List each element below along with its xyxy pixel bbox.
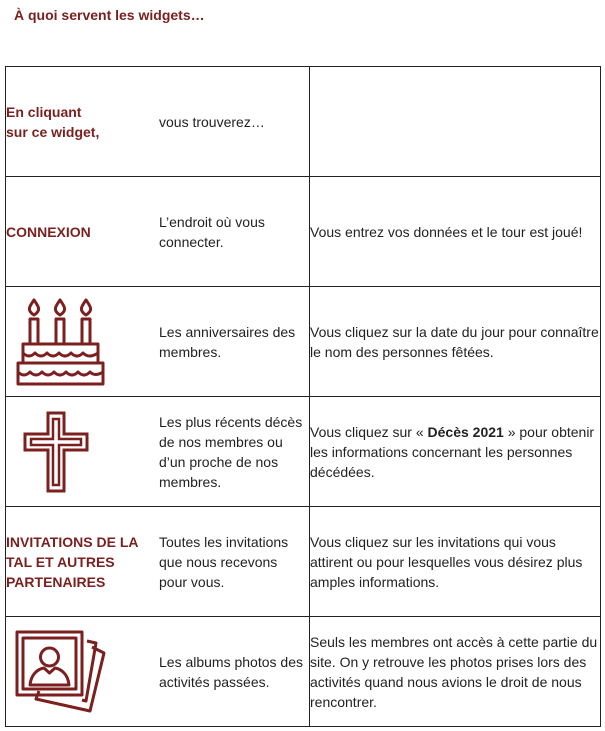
description-cell: Vous cliquez sur les invitations qui vous attirent ou pour lesquelles vous désirez plus amples informations. [310,507,601,617]
birthday-cake-icon[interactable] [14,296,109,388]
photo-album-icon[interactable] [14,629,109,714]
description-cell [310,397,601,507]
header-widget-cell [6,67,160,177]
page-title: À quoi servent les widgets… [14,7,205,23]
found-cell: Toutes les invitations que nous recevons pour vous. [159,507,310,617]
widget-connexion-label[interactable]: CONNEXION [6,177,160,287]
found-cell: Les anniversaires des membres. [159,287,310,397]
header-found-cell: vous trouverez… [159,67,310,177]
header-widget-label: En cliquant sur ce widget, [6,103,100,140]
table-row [6,617,601,727]
widget-albums-cell[interactable] [6,617,160,727]
found-cell: Les plus récents décès de nos membres ou d’un proche de nos membres. [159,397,310,507]
description-text-before: Vous cliquez sur « [310,423,428,440]
deces-2021-link-text: Décès 2021 [427,423,504,440]
table-row [6,397,601,507]
widget-invitations-label[interactable]: INVITATIONS DE LA TAL ET AUTRES PARTENAIRES [6,507,160,617]
description-text-after: » pour obtenir les informations concernant les personnes décédées. [310,423,595,480]
found-cell: Les albums photos des activités passées. [159,617,310,727]
widgets-table [5,66,601,727]
table-header-row [6,67,601,177]
description-cell: Vous cliquez sur la date du jour pour connaître le nom des personnes fêtées. [310,287,601,397]
widget-deces-cell[interactable] [6,397,160,507]
table-row [6,287,601,397]
description-cell: Seuls les membres ont accès à cette partie du site. On y retrouve les photos prises lors des activités quand nous avions le droit de nous rencontrer. [310,617,601,727]
found-cell: L’endroit où vous connecter. [159,177,310,287]
table-row [6,507,601,617]
description-cell: Vous entrez vos données et le tour est joué! [310,177,601,287]
widget-birthday-cell[interactable] [6,287,160,397]
cross-icon[interactable] [21,410,91,494]
table-row [6,177,601,287]
header-description-cell [310,67,601,177]
